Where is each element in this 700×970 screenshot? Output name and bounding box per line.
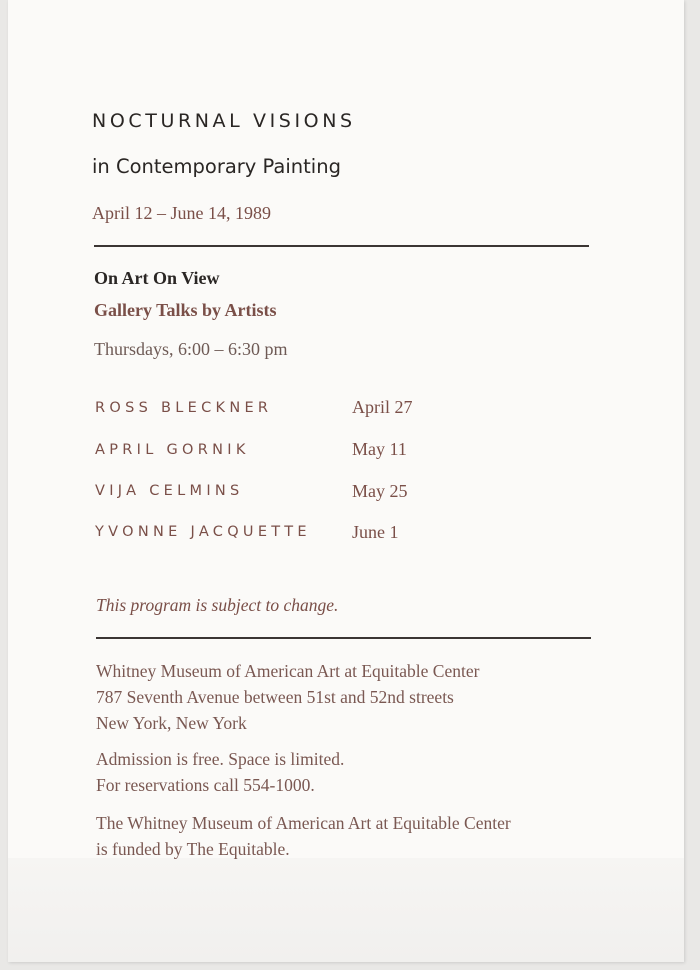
exhibition-subtitle: in Contemporary Painting <box>92 155 341 178</box>
invitation-card <box>8 0 684 962</box>
divider-bottom <box>96 637 591 639</box>
artist-name: APRIL GORNIK <box>95 442 250 458</box>
artist-date: June 1 <box>352 522 399 542</box>
address-line: 787 Seventh Avenue between 51st and 52nd streets <box>96 687 454 707</box>
divider-top <box>94 245 589 247</box>
talks-schedule: Thursdays, 6:00 – 6:30 pm <box>94 339 288 359</box>
artist-date: May 11 <box>352 439 407 459</box>
admission-line: For reservations call 554-1000. <box>96 775 315 795</box>
exhibition-dates: April 12 – June 14, 1989 <box>92 203 271 223</box>
artist-date: April 27 <box>352 397 413 417</box>
funding-line: The Whitney Museum of American Art at Equitable Center <box>96 813 511 833</box>
artist-date: May 25 <box>352 481 408 501</box>
change-notice: This program is subject to change. <box>96 595 339 615</box>
address-line: Whitney Museum of American Art at Equitable Center <box>96 661 480 681</box>
artist-name: YVONNE JACQUETTE <box>95 524 311 540</box>
series-title: On Art On View <box>94 268 220 288</box>
exhibition-title: NOCTURNAL VISIONS <box>92 110 356 132</box>
artist-name: VIJA CELMINS <box>95 483 244 499</box>
artist-name: ROSS BLECKNER <box>95 400 273 416</box>
talks-heading: Gallery Talks by Artists <box>94 300 277 320</box>
admission-line: Admission is free. Space is limited. <box>96 749 345 769</box>
funding-line: is funded by The Equitable. <box>96 839 290 859</box>
card-bottom-shade <box>8 858 684 962</box>
address-line: New York, New York <box>96 713 247 733</box>
